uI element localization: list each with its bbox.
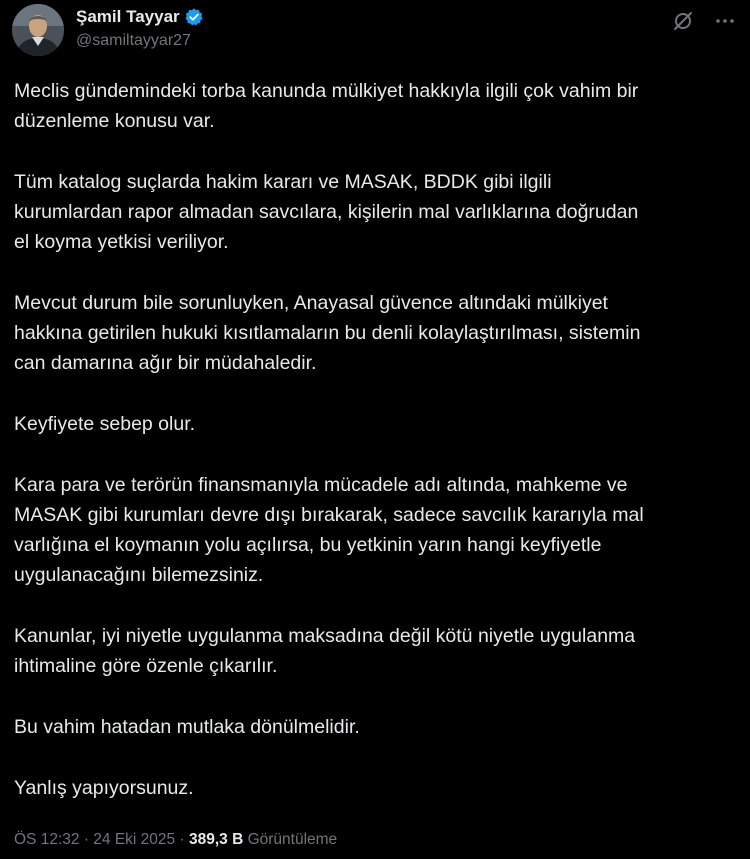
- views-label: Görüntüleme: [247, 831, 338, 848]
- grok-icon[interactable]: [672, 10, 694, 37]
- tweet-date[interactable]: 24 Eki 2025: [93, 831, 176, 848]
- tweet-paragraph: Bu vahim hatadan mutlaka dönülmelidir.: [14, 716, 360, 738]
- meta-separator: ·: [179, 831, 185, 848]
- avatar[interactable]: [12, 4, 64, 56]
- tweet-paragraph: Keyfiyete sebep olur.: [14, 413, 196, 435]
- author-handle[interactable]: @samiltayyar27: [76, 32, 191, 49]
- author-name-row: [76, 6, 204, 28]
- avatar-image: [12, 4, 64, 56]
- tweet-meta: [14, 831, 337, 849]
- views-count: 389,3 B: [188, 831, 244, 848]
- verified-badge-icon[interactable]: [184, 7, 204, 27]
- tweet-paragraph: Kara para ve terörün finansmanıyla mücadele adı altında, mahkeme ve MASAK gibi kurumları devre dışı bırakarak, sadece savcılık kararıyla mal varlığına el koymanın yolu açılırsa, bu yetkinin yarın hangi keyfiyetle uygulanacağını bilemezsiniz.: [14, 474, 644, 586]
- tweet-paragraph: Yanlış yapıyorsunuz.: [14, 777, 194, 799]
- author-block: [76, 6, 204, 50]
- meta-separator: ·: [83, 831, 89, 848]
- more-icon[interactable]: [714, 10, 736, 37]
- tweet-top-actions: [672, 10, 736, 37]
- tweet-time[interactable]: ÖS 12:32: [14, 831, 80, 848]
- author-display-name[interactable]: Şamil Tayyar: [76, 7, 180, 26]
- tweet-text: [14, 76, 738, 803]
- tweet-paragraph: Mevcut durum bile sorunluyken, Anayasal güvence altındaki mülkiyet hakkına getirilen hukuki kısıtlamaların bu denli kolaylaştırılması, sistemin can damarına ağır bir müdahaledir.: [14, 292, 641, 374]
- tweet-paragraph: Kanunlar, iyi niyetle uygulanma maksadına değil kötü niyetle uygulanma ihtimaline göre özenle çıkarılır.: [14, 625, 636, 677]
- tweet-paragraph: Tüm katalog suçlarda hakim kararı ve MASAK, BDDK gibi ilgili kurumlardan rapor almadan savcılara, kişilerin mal varlıklarına doğrudan el koyma yetkisi veriliyor.: [14, 171, 639, 253]
- tweet-paragraph: Meclis gündemindeki torba kanunda mülkiyet hakkıyla ilgili çok vahim bir düzenleme konusu var.: [14, 80, 639, 132]
